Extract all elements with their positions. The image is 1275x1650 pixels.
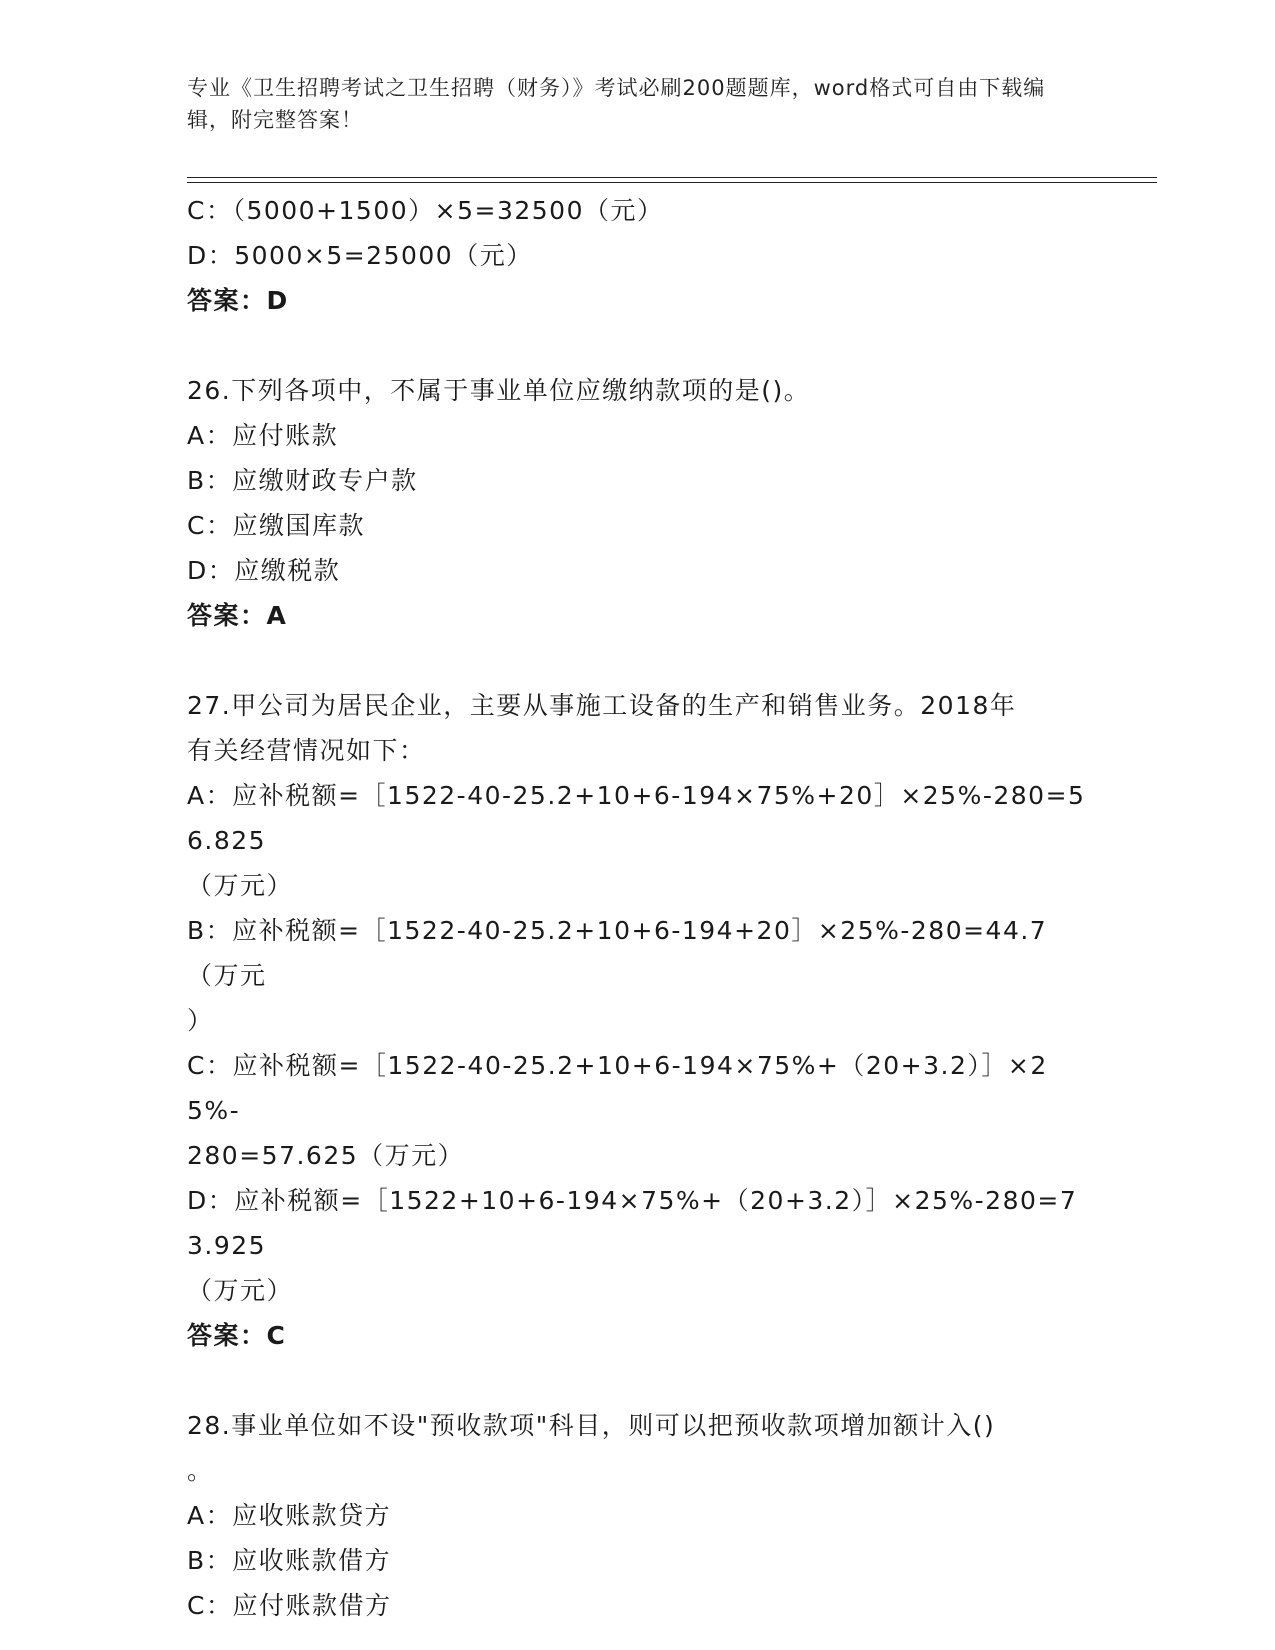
question-block <box>187 683 1087 1358</box>
block-spacer <box>187 1358 1087 1403</box>
option-line: B：应缴财政专户款 <box>187 466 418 495</box>
document-header: 专业《卫生招聘考试之卫生招聘（财务）》考试必刷200题题库，word格式可自由下载编辑，附完整答案！ <box>187 76 1046 132</box>
question-block <box>187 368 1087 638</box>
question-line: 28.事业单位如不设"预收款项"科目，则可以把预收款项增加额计入() <box>187 1411 996 1440</box>
option-line: C：（5000+1500）×5=32500（元） <box>187 196 664 225</box>
option-line: A：应补税额=［1522-40-25.2+10+6-194×75%+20］×25%-280=56.825 <box>187 781 1086 855</box>
question-content <box>187 188 1087 1628</box>
option-line: B：应补税额=［1522-40-25.2+10+6-194+20］×25%-280=44.7（万元 <box>187 916 1048 990</box>
option-line: ） <box>187 1006 214 1035</box>
question-block <box>187 1403 1087 1628</box>
question-line: 27.甲公司为居民企业，主要从事施工设备的生产和销售业务。2018年 <box>187 691 1017 720</box>
option-line: D：应补税额=［1522+10+6-194×75%+（20+3.2）］×25%-280=73.925 <box>187 1186 1078 1260</box>
header-rule-top <box>187 177 1157 178</box>
block-spacer <box>187 323 1087 368</box>
question-line: 有关经营情况如下： <box>187 736 426 765</box>
block-spacer <box>187 638 1087 683</box>
option-line: B：应收账款借方 <box>187 1546 392 1575</box>
option-line: （万元） <box>187 1276 294 1305</box>
question-line: 。 <box>187 1456 214 1485</box>
answer-line: 答案：A <box>187 601 288 630</box>
option-line: D：5000×5=25000（元） <box>187 241 533 270</box>
option-line: C：应缴国库款 <box>187 511 365 540</box>
answer-line: 答案：C <box>187 1321 287 1350</box>
question-line: 26.下列各项中，不属于事业单位应缴纳款项的是()。 <box>187 376 811 405</box>
option-line: （万元） <box>187 871 294 900</box>
option-line: C：应付账款借方 <box>187 1591 392 1620</box>
answer-line: 答案：D <box>187 286 289 315</box>
option-line: A：应付账款 <box>187 421 339 450</box>
option-line: C：应补税额=［1522-40-25.2+10+6-194×75%+（20+3.2）］×25%- <box>187 1051 1048 1125</box>
option-line: D：应缴税款 <box>187 556 341 585</box>
option-line: 280=57.625（万元） <box>187 1141 465 1170</box>
option-line: A：应收账款贷方 <box>187 1501 392 1530</box>
question-block <box>187 188 1087 323</box>
header-rule-bottom <box>187 182 1157 183</box>
